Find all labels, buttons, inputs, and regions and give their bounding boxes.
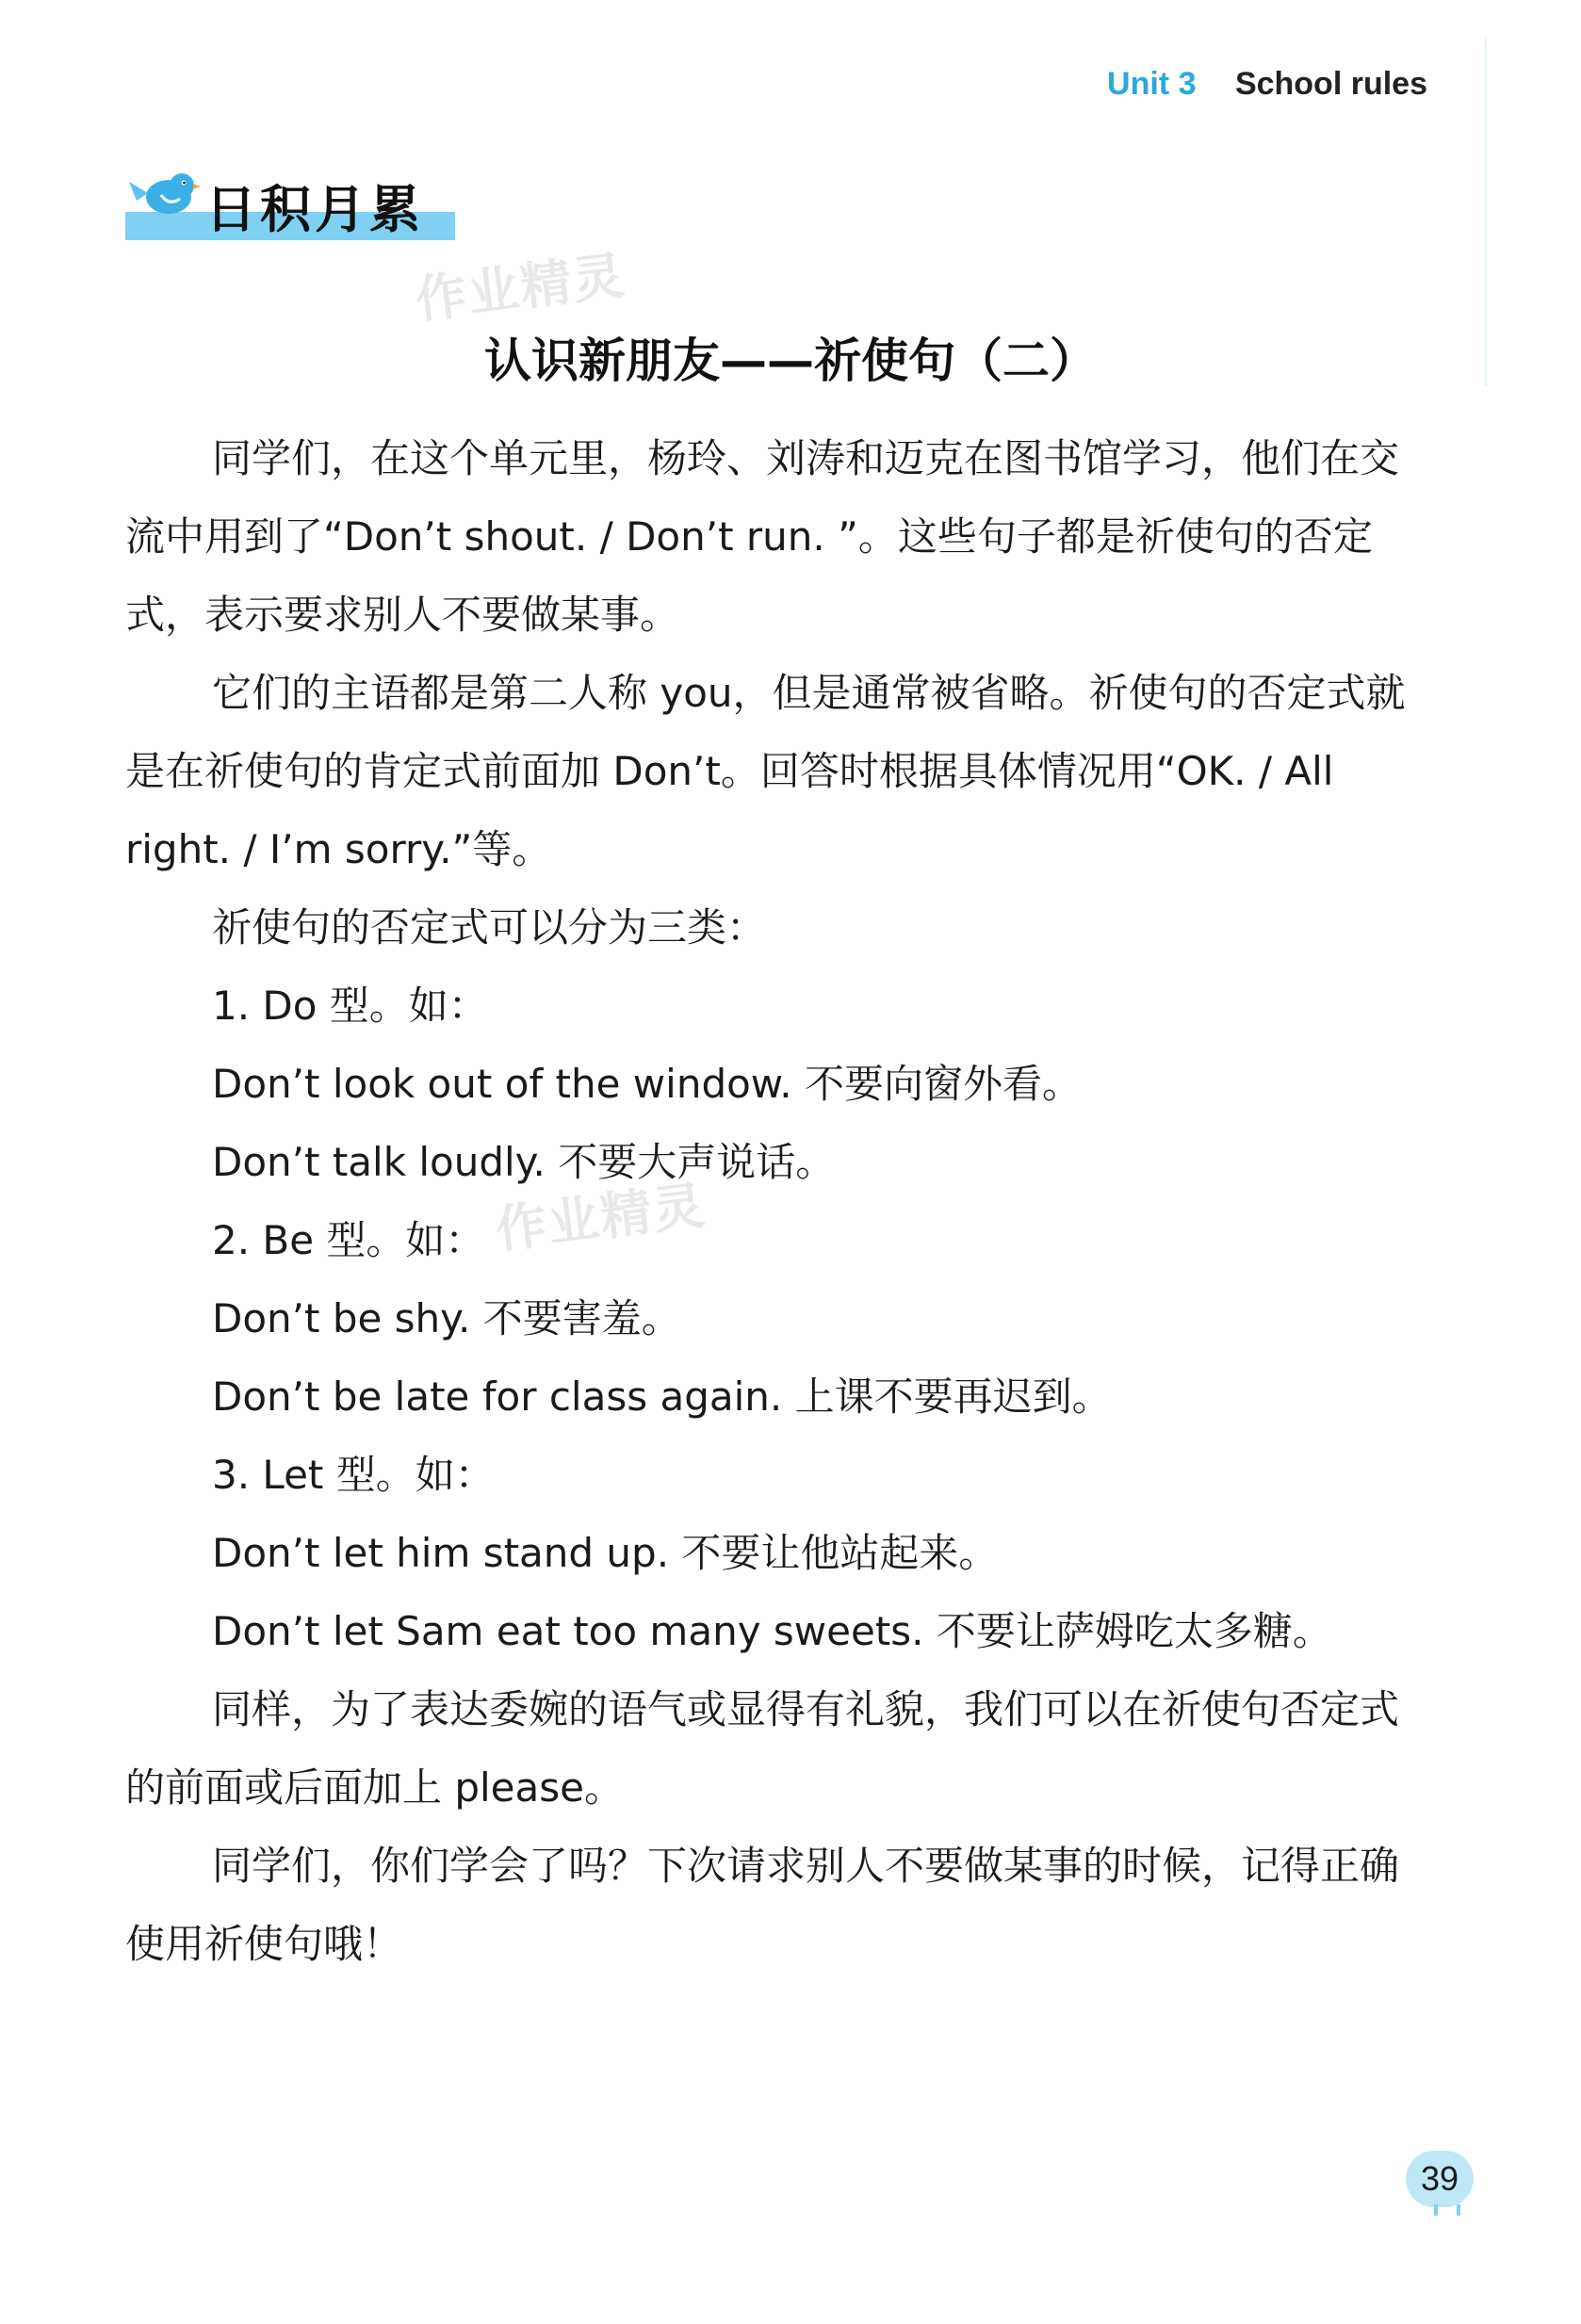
categories-intro: 祈使句的否定式可以分为三类：: [212, 904, 767, 951]
article-body: [125, 419, 1407, 1983]
intro-paragraph: 同学们，在这个单元里，杨玲、刘涛和迈克在图书馆学习，他们在交流中用到了“Don’t shout. / Don’t run. ”。这些句子都是祈使句的否定式，表示要求别人不要做某事。: [125, 435, 1400, 638]
example-sentence: Don’t look out of the window. 不要向窗外看。: [212, 1061, 1082, 1107]
example-sentence: Don’t let him stand up. 不要让他站起来。: [212, 1530, 999, 1576]
page-number-decoration: [1430, 2204, 1468, 2216]
example-sentence: Don’t let Sam eat too many sweets. 不要让萨姆吃太多糖。: [212, 1608, 1332, 1654]
subject-paragraph: 它们的主语都是第二人称 you，但是通常被省略。祈使句的否定式就是在祈使句的肯定式前面加 Don’t。回答时根据具体情况用“OK. / All right. / I’m sorry.”等。: [125, 670, 1406, 872]
bird-icon: [125, 165, 201, 221]
page-heading: 认识新朋友——祈使句（二）: [484, 333, 1097, 388]
unit-title: School rules: [1234, 66, 1427, 102]
example-sentence: Don’t be shy. 不要害羞。: [212, 1295, 681, 1341]
type-do-label: 1. Do 型。如：: [212, 983, 488, 1029]
page-header: [1107, 66, 1427, 103]
watermark-top: 作业精灵: [412, 245, 629, 331]
example-sentence: Don’t talk loudly. 不要大声说话。: [212, 1139, 836, 1185]
unit-label: Unit 3: [1107, 66, 1197, 102]
type-be-label: 2. Be 型。如：: [212, 1217, 485, 1263]
banner-label: 日积月累: [205, 180, 424, 239]
please-paragraph: 同样，为了表达委婉的语气或显得有礼貌，我们可以在祈使句否定式的前面或后面加上 please。: [125, 1686, 1400, 1811]
watermark-middle: 作业精灵: [492, 1175, 709, 1260]
section-banner: [125, 165, 455, 250]
example-sentence: Don’t be late for class again. 上课不要再迟到。: [212, 1373, 1112, 1420]
page-number: 39: [1406, 2151, 1474, 2207]
type-let-label: 3. Let 型。如：: [212, 1452, 495, 1498]
closing-paragraph: 同学们，你们学会了吗？下次请求别人不要做某事的时候，记得正确使用祈使句哦！: [125, 1843, 1400, 1967]
